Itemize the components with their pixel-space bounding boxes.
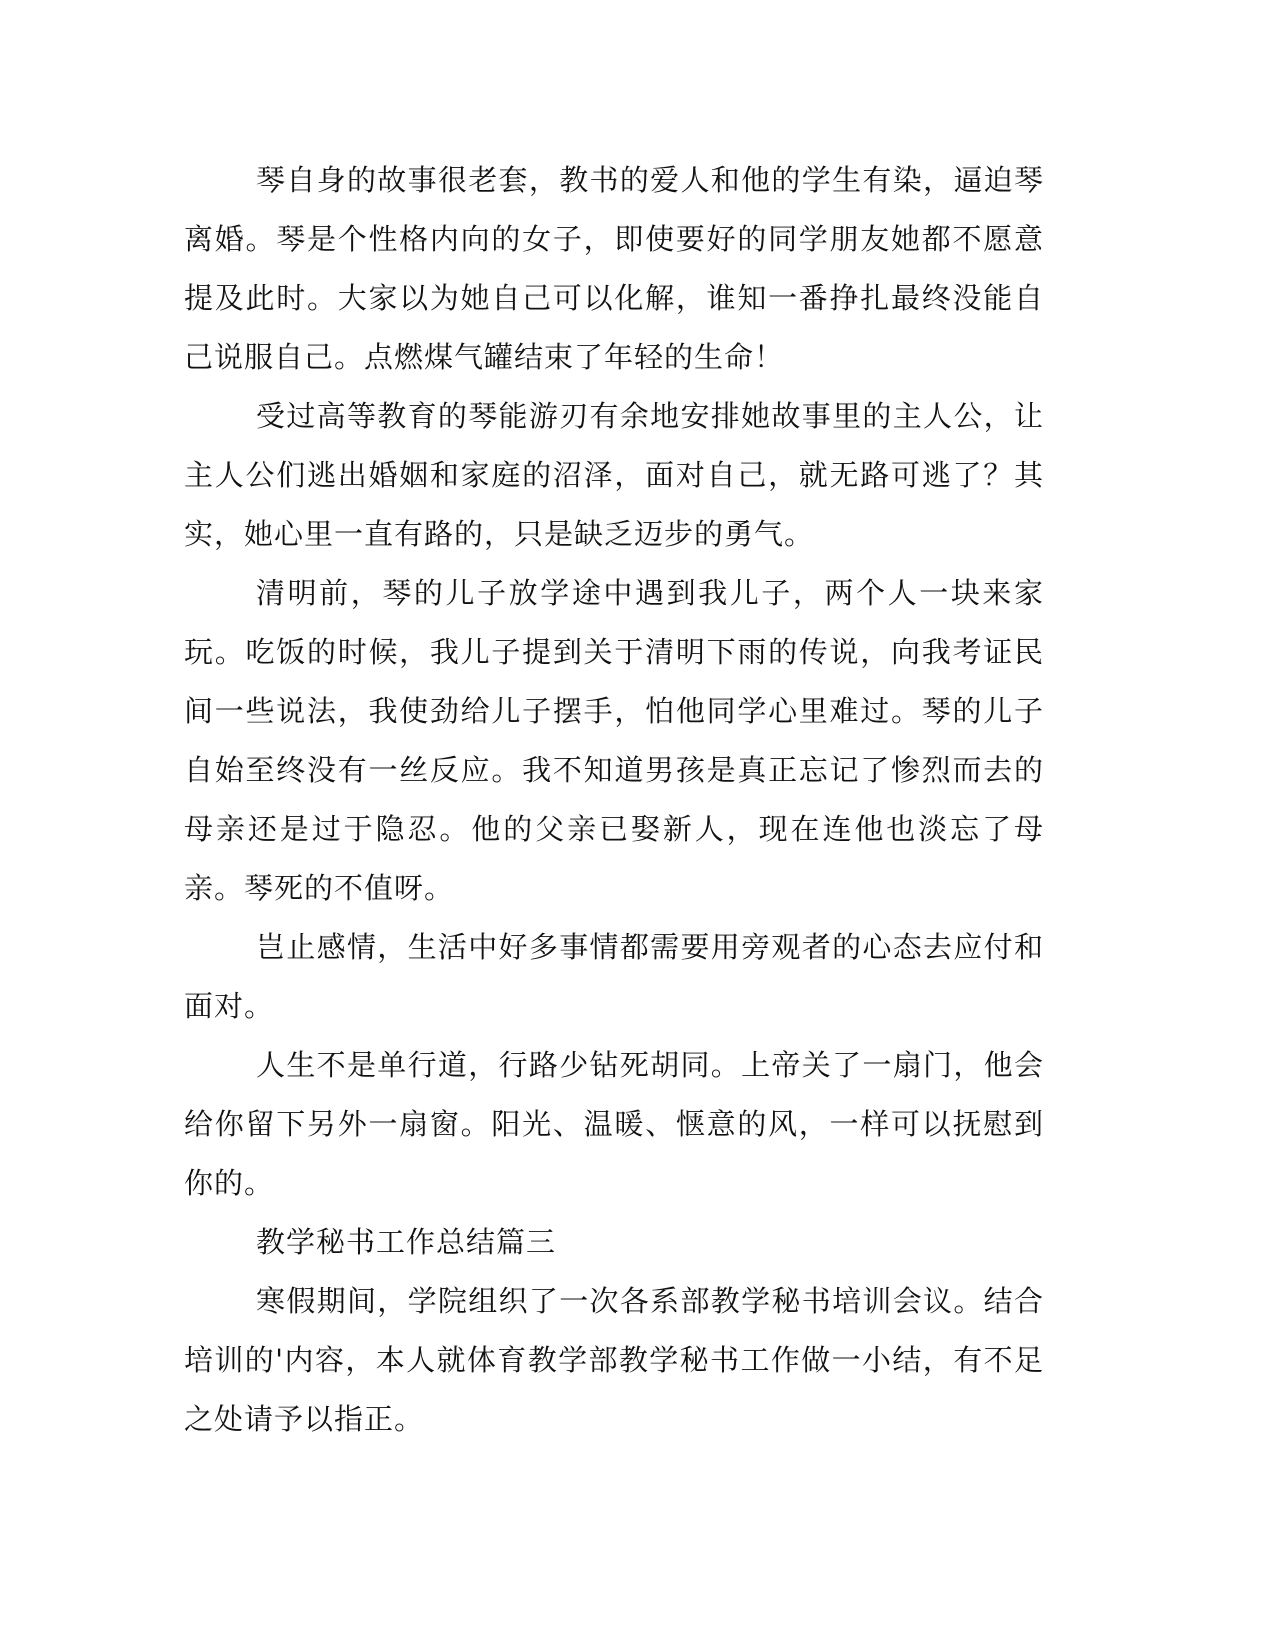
paragraph-higher-education: 受过高等教育的琴能游刃有余地安排她故事里的主人公，让主人公们逃出婚姻和家庭的沼泽，面对自己，就无路可逃了？其实，她心里一直有路的，只是缺乏迈步的勇气。 [184,399,1044,551]
paragraph-qingming: 清明前，琴的儿子放学途中遇到我儿子，两个人一块来家玩。吃饭的时候，我儿子提到关于清明下雨的传说，向我考证民间一些说法，我使劲给儿子摆手，怕他同学心里难过。琴的儿子自始至终没有一丝反应。我不知道男孩是真正忘记了惨烈而去的母亲还是过于隐忍。他的父亲已娶新人，现在连他也淡忘了母亲。琴死的不值呀。 [184,576,1044,905]
paragraph-winter-training: 寒假期间，学院组织了一次各系部教学秘书培训会议。结合培训的'内容，本人就体育教学部教学秘书工作做一小结，有不足之处请予以指正。 [184,1284,1044,1436]
section-heading: 教学秘书工作总结篇三 [256,1225,557,1259]
paragraph-bystander: 岂止感情，生活中好多事情都需要用旁观者的心态去应付和面对。 [184,930,1044,1023]
paragraph-qin-story: 琴自身的故事很老套，教书的爱人和他的学生有染，逼迫琴离婚。琴是个性格内向的女子，即使要好的同学朋友她都不愿意提及此时。大家以为她自己可以化解，谁知一番挣扎最终没能自己说服自己。点燃煤气罐结束了年轻的生命！ [184,163,1044,374]
document-body [184,151,1044,1449]
paragraph-life-road: 人生不是单行道，行路少钻死胡同。上帝关了一扇门，他会给你留下另外一扇窗。阳光、温暖、惬意的风，一样可以抚慰到你的。 [184,1048,1044,1200]
